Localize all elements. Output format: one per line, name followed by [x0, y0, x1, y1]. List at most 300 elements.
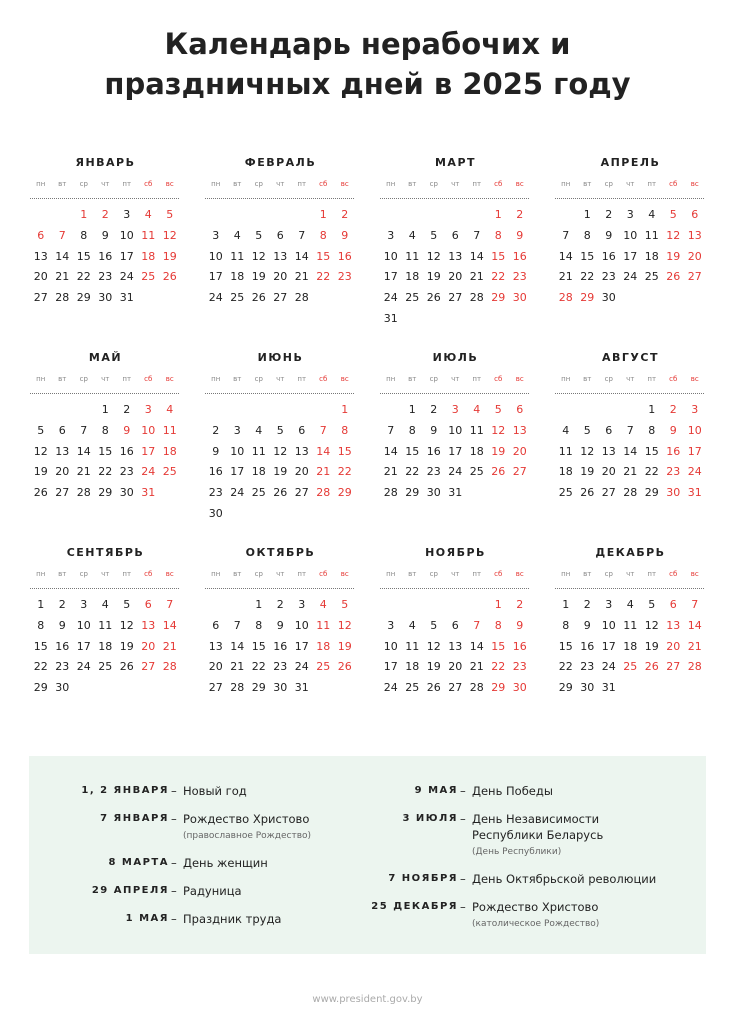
day-cell: 25	[623, 660, 638, 674]
day-cell: 2	[583, 598, 591, 611]
weekday-header: вт	[408, 375, 417, 383]
day-cell: 30	[55, 681, 70, 695]
holiday-date: 1 МАЯ	[125, 913, 169, 924]
day-cell: 28	[162, 660, 177, 674]
weekday-header: пт	[647, 375, 657, 383]
day-cell: 13	[448, 639, 463, 653]
day-cell: 21	[316, 465, 331, 479]
day-cell: 24	[383, 681, 398, 695]
day-cell: 30	[580, 681, 595, 695]
weekday-header: вс	[165, 570, 174, 578]
day-cell: 4	[473, 403, 481, 416]
day-cell: 6	[212, 618, 220, 632]
day-cell: 31	[448, 486, 463, 500]
day-cell: 12	[273, 444, 288, 458]
day-cell: 18	[623, 639, 638, 653]
day-cell: 16	[512, 249, 527, 263]
weekday-header: сб	[494, 180, 503, 188]
weekday-header: пн	[36, 375, 46, 383]
day-cell: 5	[494, 403, 502, 416]
empty-day-cell	[52, 205, 74, 226]
day-cell: 16	[601, 249, 616, 263]
day-cell: 1	[341, 403, 349, 416]
day-cell: 4	[166, 403, 174, 416]
day-cell: 20	[141, 639, 156, 653]
day-cell: 17	[601, 639, 616, 653]
day-cell: 12	[251, 249, 266, 263]
day-cell: 7	[166, 598, 174, 611]
weekday-header: пт	[472, 180, 482, 188]
weekday-header: чт	[276, 570, 285, 578]
weekday-header: пн	[561, 375, 571, 383]
day-cell: 4	[562, 423, 570, 437]
day-cell: 26	[119, 660, 134, 674]
day-cell: 8	[562, 618, 570, 632]
day-cell: 11	[644, 228, 659, 242]
day-cell: 30	[119, 486, 134, 500]
day-cell: 8	[494, 618, 502, 632]
dotted-divider	[30, 393, 179, 394]
weekday-header: вт	[583, 180, 592, 188]
month-block	[30, 351, 181, 504]
weekday-header: вт	[58, 375, 67, 383]
day-cell: 13	[33, 249, 48, 263]
day-cell: 31	[383, 311, 398, 325]
day-cell: 18	[558, 465, 573, 479]
month-name: ФЕВРАЛЬ	[244, 156, 317, 169]
holidays-panel	[29, 756, 706, 954]
weekday-header: сб	[669, 570, 678, 578]
day-cell: 12	[426, 249, 441, 263]
day-cell: 15	[580, 249, 595, 263]
day-cell: 15	[98, 444, 113, 458]
weekday-header: ср	[429, 375, 438, 383]
holiday-name: – Праздник труда	[183, 911, 281, 927]
day-cell: 16	[426, 444, 441, 458]
title-line-2: праздничных дней в 2025 году	[104, 67, 631, 101]
day-cell: 8	[341, 423, 349, 437]
day-cell: 1	[255, 598, 263, 611]
day-cell: 3	[144, 403, 152, 416]
weekday-header: вс	[340, 570, 349, 578]
day-cell: 14	[469, 249, 484, 263]
day-cell: 6	[451, 228, 459, 242]
holiday-note: (православное Рождество)	[183, 831, 312, 841]
day-cell: 8	[648, 423, 656, 437]
day-cell: 5	[669, 208, 677, 221]
day-cell: 10	[601, 618, 616, 632]
day-cell: 10	[294, 618, 309, 632]
day-cell: 17	[383, 270, 398, 284]
day-cell: 3	[387, 228, 395, 242]
day-cell: 9	[516, 228, 524, 242]
weekday-header: чт	[101, 375, 110, 383]
weekday-header-row	[205, 375, 356, 387]
dotted-divider	[380, 198, 529, 199]
day-cell: 5	[123, 598, 131, 611]
weekday-header: чт	[626, 180, 635, 188]
day-cell: 12	[426, 639, 441, 653]
day-cell: 26	[33, 486, 48, 500]
day-cell: 9	[605, 228, 613, 242]
day-cell: 12	[337, 618, 352, 632]
month-block	[30, 546, 181, 699]
day-cell: 18	[230, 270, 245, 284]
empty-day-cell	[380, 205, 402, 226]
day-cell: 13	[141, 618, 156, 632]
day-cell: 6	[144, 598, 152, 611]
day-cell: 23	[512, 270, 527, 284]
holiday-entry	[371, 899, 600, 931]
weekday-header-row	[30, 375, 181, 387]
day-cell: 21	[558, 270, 573, 284]
weekday-header: вс	[165, 180, 174, 188]
day-cell: 7	[473, 228, 481, 242]
weekday-header: ср	[604, 375, 613, 383]
day-cell: 6	[691, 208, 699, 221]
day-cell: 23	[55, 660, 70, 674]
weekday-header: вс	[690, 570, 699, 578]
day-cell: 19	[251, 270, 266, 284]
day-cell: 20	[601, 465, 616, 479]
day-cell: 1	[583, 208, 591, 221]
day-cell: 1	[408, 403, 416, 416]
dotted-divider	[30, 588, 179, 589]
month-name: АПРЕЛЬ	[600, 156, 661, 169]
day-cell: 20	[666, 639, 681, 653]
holiday-date: 8 МАРТА	[108, 857, 169, 868]
holiday-name: – День Победы	[472, 783, 553, 799]
day-cell: 24	[448, 465, 463, 479]
day-cell: 28	[230, 681, 245, 695]
weekday-header: чт	[451, 570, 460, 578]
day-cell: 2	[341, 208, 349, 221]
day-cell: 9	[123, 423, 131, 437]
weekday-header: пт	[647, 180, 657, 188]
day-cell: 11	[405, 249, 420, 263]
month-block	[30, 156, 181, 309]
day-cell: 29	[98, 486, 113, 500]
weekday-header: вс	[515, 570, 524, 578]
holiday-date: 29 АПРЕЛЯ	[91, 885, 169, 896]
day-cell: 3	[626, 208, 634, 221]
day-cell: 14	[55, 249, 70, 263]
day-cell: 18	[98, 639, 113, 653]
day-cell: 3	[691, 403, 699, 416]
day-cell: 7	[387, 423, 395, 437]
day-grid	[30, 595, 181, 699]
day-cell: 8	[255, 618, 263, 632]
day-cell: 30	[98, 291, 113, 305]
day-cell: 9	[58, 618, 66, 632]
day-cell: 14	[469, 639, 484, 653]
day-cell: 14	[623, 444, 638, 458]
day-cell: 29	[337, 486, 352, 500]
day-grid	[555, 400, 706, 504]
weekday-header-row	[205, 180, 356, 192]
day-cell: 21	[294, 270, 309, 284]
day-cell: 27	[601, 486, 616, 500]
day-cell: 31	[294, 681, 309, 695]
dotted-divider	[205, 588, 354, 589]
day-cell: 16	[666, 444, 681, 458]
day-cell: 16	[55, 639, 70, 653]
day-cell: 10	[76, 618, 91, 632]
day-cell: 11	[162, 423, 177, 437]
day-cell: 14	[383, 444, 398, 458]
day-cell: 2	[101, 208, 109, 221]
day-grid	[30, 400, 181, 504]
holiday-name: – Рождество Христово	[472, 899, 599, 915]
day-grid	[555, 595, 706, 699]
day-cell: 2	[123, 403, 131, 416]
day-cell: 19	[119, 639, 134, 653]
day-cell: 24	[601, 660, 616, 674]
day-cell: 10	[623, 228, 638, 242]
weekday-header: пт	[297, 375, 307, 383]
day-cell: 25	[316, 660, 331, 674]
day-cell: 15	[337, 444, 352, 458]
day-cell: 22	[491, 270, 506, 284]
holiday-date: 7 ЯНВАРЯ	[100, 813, 169, 824]
day-cell: 16	[273, 639, 288, 653]
weekday-header: пт	[122, 180, 132, 188]
day-cell: 17	[383, 660, 398, 674]
day-cell: 27	[208, 681, 223, 695]
weekday-header: ср	[604, 570, 613, 578]
empty-day-cell	[445, 595, 467, 616]
day-cell: 18	[316, 639, 331, 653]
month-name: СЕНТЯБРЬ	[66, 546, 145, 559]
day-grid	[380, 400, 531, 504]
holiday-name: – День Октябрьской революции	[472, 871, 656, 887]
day-cell: 24	[383, 291, 398, 305]
day-cell: 18	[162, 444, 177, 458]
day-cell: 10	[448, 423, 463, 437]
weekday-header: вс	[515, 180, 524, 188]
day-cell: 5	[37, 423, 45, 437]
weekday-header: сб	[319, 375, 328, 383]
day-cell: 6	[58, 423, 66, 437]
day-cell: 13	[294, 444, 309, 458]
month-block	[555, 156, 706, 309]
day-cell: 27	[512, 465, 527, 479]
weekday-header-row	[555, 375, 706, 387]
weekday-header: сб	[669, 180, 678, 188]
empty-day-cell	[73, 400, 95, 421]
day-cell: 23	[512, 660, 527, 674]
day-cell: 22	[33, 660, 48, 674]
day-cell: 20	[687, 249, 702, 263]
day-cell: 19	[666, 249, 681, 263]
day-cell: 28	[469, 291, 484, 305]
weekday-header-row	[30, 180, 181, 192]
day-cell: 5	[430, 618, 438, 632]
empty-day-cell	[227, 205, 249, 226]
day-cell: 10	[208, 249, 223, 263]
day-cell: 9	[276, 618, 284, 632]
day-cell: 9	[516, 618, 524, 632]
day-cell: 17	[141, 444, 156, 458]
day-cell: 31	[687, 486, 702, 500]
weekday-header-row	[205, 570, 356, 582]
day-cell: 25	[251, 486, 266, 500]
day-cell: 28	[316, 486, 331, 500]
day-cell: 21	[469, 270, 484, 284]
day-cell: 3	[387, 618, 395, 632]
day-cell: 5	[166, 208, 174, 221]
day-cell: 19	[162, 249, 177, 263]
day-cell: 21	[162, 639, 177, 653]
day-cell: 14	[316, 444, 331, 458]
day-cell: 5	[648, 598, 656, 611]
day-cell: 3	[212, 228, 220, 242]
day-cell: 15	[251, 639, 266, 653]
month-name: ИЮНЬ	[257, 351, 304, 364]
holiday-date: 7 НОЯБРЯ	[388, 873, 458, 884]
day-cell: 29	[491, 681, 506, 695]
day-cell: 5	[430, 228, 438, 242]
holiday-name: – Новый год	[183, 783, 247, 799]
day-cell: 18	[405, 270, 420, 284]
holiday-date: 25 ДЕКАБРЯ	[371, 901, 458, 912]
day-cell: 20	[33, 270, 48, 284]
day-cell: 23	[119, 465, 134, 479]
day-cell: 23	[601, 270, 616, 284]
holiday-entry	[402, 811, 604, 859]
day-cell: 24	[294, 660, 309, 674]
holiday-date: 1, 2 ЯНВАРЯ	[81, 785, 169, 796]
day-cell: 19	[580, 465, 595, 479]
weekday-header: сб	[319, 180, 328, 188]
weekday-header: вс	[340, 180, 349, 188]
day-cell: 7	[319, 423, 327, 437]
day-cell: 25	[98, 660, 113, 674]
weekday-header: чт	[101, 180, 110, 188]
day-grid	[380, 595, 531, 699]
day-cell: 14	[687, 618, 702, 632]
day-cell: 7	[473, 618, 481, 632]
empty-day-cell	[30, 400, 52, 421]
day-cell: 22	[580, 270, 595, 284]
month-block	[380, 351, 531, 504]
day-cell: 27	[448, 291, 463, 305]
weekday-header: чт	[276, 375, 285, 383]
day-cell: 25	[230, 291, 245, 305]
day-cell: 29	[580, 291, 595, 305]
day-cell: 8	[583, 228, 591, 242]
day-cell: 23	[666, 465, 681, 479]
day-cell: 30	[512, 291, 527, 305]
day-cell: 7	[233, 618, 241, 632]
holiday-name: – Рождество Христово	[183, 811, 311, 827]
day-cell: 11	[98, 618, 113, 632]
day-cell: 8	[494, 228, 502, 242]
day-cell: 23	[98, 270, 113, 284]
weekday-header: вс	[515, 375, 524, 383]
day-cell: 3	[451, 403, 459, 416]
day-cell: 24	[141, 465, 156, 479]
day-cell: 9	[341, 228, 349, 242]
weekday-header: сб	[494, 375, 503, 383]
weekday-header: пт	[647, 570, 657, 578]
empty-day-cell	[577, 400, 599, 421]
day-cell: 24	[230, 486, 245, 500]
month-name: ДЕКАБРЬ	[595, 546, 666, 559]
day-cell: 18	[644, 249, 659, 263]
month-block	[205, 546, 356, 699]
day-cell: 30	[426, 486, 441, 500]
holiday-name: – Радуница	[183, 883, 242, 899]
day-cell: 4	[648, 208, 656, 221]
day-cell: 30	[601, 291, 616, 305]
empty-day-cell	[227, 400, 249, 421]
weekday-header: пт	[122, 375, 132, 383]
weekday-header: пн	[211, 570, 221, 578]
weekday-header: ср	[254, 570, 263, 578]
day-cell: 14	[558, 249, 573, 263]
weekday-header: чт	[276, 180, 285, 188]
day-cell: 11	[623, 618, 638, 632]
empty-day-cell	[248, 400, 270, 421]
day-cell: 14	[76, 444, 91, 458]
empty-day-cell	[555, 205, 577, 226]
day-cell: 9	[583, 618, 591, 632]
day-cell: 17	[294, 639, 309, 653]
day-cell: 6	[605, 423, 613, 437]
dotted-divider	[380, 588, 529, 589]
weekday-header: пт	[472, 570, 482, 578]
day-cell: 15	[33, 639, 48, 653]
day-cell: 13	[273, 249, 288, 263]
day-cell: 26	[580, 486, 595, 500]
day-cell: 21	[76, 465, 91, 479]
day-cell: 21	[687, 639, 702, 653]
day-cell: 12	[491, 423, 506, 437]
weekday-header-row	[380, 570, 531, 582]
holiday-entry	[81, 783, 247, 799]
day-cell: 8	[80, 228, 88, 242]
day-cell: 21	[383, 465, 398, 479]
day-cell: 17	[119, 249, 134, 263]
weekday-header: ср	[429, 180, 438, 188]
weekday-header: пн	[561, 180, 571, 188]
day-cell: 28	[294, 291, 309, 305]
day-cell: 23	[273, 660, 288, 674]
day-cell: 4	[144, 208, 152, 221]
day-cell: 10	[383, 249, 398, 263]
day-cell: 21	[623, 465, 638, 479]
month-name: МАЙ	[88, 351, 123, 364]
day-cell: 20	[208, 660, 223, 674]
day-cell: 28	[469, 681, 484, 695]
empty-day-cell	[555, 400, 577, 421]
day-cell: 9	[669, 423, 677, 437]
day-cell: 26	[251, 291, 266, 305]
day-grid	[205, 595, 356, 699]
day-cell: 28	[687, 660, 702, 674]
day-cell: 6	[37, 228, 45, 242]
weekday-header: ср	[79, 180, 88, 188]
day-cell: 25	[162, 465, 177, 479]
day-cell: 21	[55, 270, 70, 284]
day-cell: 24	[76, 660, 91, 674]
weekday-header: пт	[297, 180, 307, 188]
day-cell: 14	[230, 639, 245, 653]
day-cell: 4	[626, 598, 634, 611]
day-cell: 15	[316, 249, 331, 263]
day-cell: 9	[430, 423, 438, 437]
